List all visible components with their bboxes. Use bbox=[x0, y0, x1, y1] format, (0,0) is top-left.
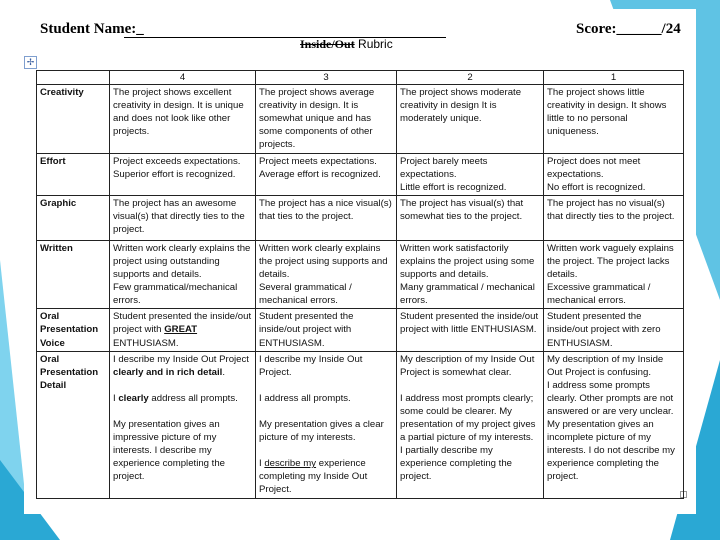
cell-line: I address all prompts. bbox=[259, 392, 351, 404]
table-row-creativity bbox=[37, 85, 684, 153]
cell-line: Excessive grammatical / mechanical errors. bbox=[547, 282, 651, 307]
table-header-row bbox=[37, 71, 684, 85]
table-cell: The project shows average creativity in design. It is somewhat unique and has some components of other projects. bbox=[256, 85, 397, 153]
table-cell: The project has visual(s) that somewhat ties to the project. bbox=[397, 195, 544, 240]
table-cell: The project shows excellent creativity in design. It is unique and does not look like other projects. bbox=[110, 85, 256, 153]
table-row-effort bbox=[37, 153, 684, 195]
table-cell bbox=[110, 351, 256, 498]
cell-text: experience completing my Inside Out Project. bbox=[259, 458, 368, 496]
table-cell bbox=[397, 240, 544, 308]
student-name-label: Student Name:_ bbox=[40, 21, 144, 37]
rubric-title-part1: Inside/Out bbox=[300, 37, 355, 51]
cell-emphasis: clearly bbox=[118, 392, 149, 404]
rubric-table bbox=[36, 70, 684, 499]
cell-text: Student presented the inside/out project with bbox=[113, 311, 252, 336]
table-cell bbox=[397, 153, 544, 195]
student-name-line bbox=[124, 37, 446, 38]
table-cell bbox=[256, 240, 397, 308]
table-cell: The project shows moderate creativity in design It is moderately unique. bbox=[397, 85, 544, 153]
table-row-oral-voice bbox=[37, 309, 684, 351]
table-cell bbox=[397, 351, 544, 498]
cell-line: Written work vaguely explains the project. The project lacks details. bbox=[547, 242, 674, 281]
cell-text: ENTHUSIASM. bbox=[113, 337, 179, 349]
table-cell: The project has no visual(s) that directly ties to the project. bbox=[544, 195, 684, 240]
cell-line bbox=[113, 353, 252, 379]
cell-line: My description of my Inside Out Project is somewhat clear. bbox=[400, 353, 535, 378]
rubric-title-part2: Rubric bbox=[354, 37, 393, 51]
table-row-oral-detail bbox=[37, 351, 684, 498]
cell-line: Few grammatical/mechanical errors. bbox=[113, 282, 238, 307]
column-header: 4 bbox=[110, 71, 256, 85]
table-row-written bbox=[37, 240, 684, 308]
cell-emphasis: clearly and in rich detail bbox=[113, 366, 223, 378]
cell-line: Many grammatical / mechanical errors. bbox=[400, 282, 535, 307]
table-cell: The project has a nice visual(s) that ties to the project. bbox=[256, 195, 397, 240]
cell-line bbox=[113, 392, 252, 405]
table-cell: Student presented the inside/out project with little ENTHUSIASM. bbox=[397, 309, 544, 351]
criterion-label bbox=[37, 351, 110, 498]
criterion-label: Effort bbox=[37, 153, 110, 195]
cell-spacer bbox=[113, 379, 252, 392]
score-label: Score:______/24 bbox=[576, 21, 681, 37]
table-cell bbox=[544, 240, 684, 308]
column-header: 1 bbox=[544, 71, 684, 85]
table-cell: Student presented the inside/out project with zero ENTHUSIASM. bbox=[544, 309, 684, 351]
cell-text: . bbox=[222, 366, 225, 378]
cell-line: I describe my Inside Out Project. bbox=[259, 353, 363, 378]
cell-text: I describe my Inside Out Project bbox=[113, 353, 249, 365]
cell-line: Written work clearly explains the project using supports and details. bbox=[259, 242, 388, 281]
cell-spacer bbox=[113, 405, 252, 418]
column-header: 2 bbox=[397, 71, 544, 85]
cell-line: I partially describe my experience completing the project. bbox=[400, 445, 512, 483]
criterion-label-line: Voice bbox=[40, 337, 65, 349]
column-header bbox=[37, 71, 110, 85]
criterion-label-line: Oral bbox=[40, 311, 60, 323]
criterion-label-line: Presentation bbox=[40, 324, 99, 336]
table-cell: The project has an awesome visual(s) that directly ties to the project. bbox=[110, 195, 256, 240]
table-cell: The project shows little creativity in design. It shows little to no personal uniqueness. bbox=[544, 85, 684, 153]
cell-line: Project does not meet expectations. bbox=[547, 155, 641, 180]
cell-spacer bbox=[259, 444, 393, 457]
cell-line: I address most prompts clearly; some could be clearer. My presentation of my project gives a partial picture of my interests. bbox=[400, 392, 536, 444]
table-cell bbox=[544, 153, 684, 195]
cell-underlined: describe my bbox=[264, 458, 317, 470]
criterion-label-line: Detail bbox=[40, 379, 67, 391]
cell-text: I bbox=[113, 392, 119, 404]
cell-line bbox=[259, 457, 393, 496]
table-cell bbox=[256, 351, 397, 498]
table-cell: Project exceeds expectations. Superior effort is recognized. bbox=[110, 153, 256, 195]
cell-text: I bbox=[259, 458, 265, 470]
cell-line: My presentation gives an incomplete picture of my interests. I do not describe my experience completing the project. bbox=[547, 419, 675, 483]
cell-line: I address some prompts clearly. Other prompts are not answered or are very unclear. bbox=[547, 379, 674, 417]
cell-line: Little effort is recognized. bbox=[400, 181, 507, 193]
table-cell: Project meets expectations. Average effort is recognized. bbox=[256, 153, 397, 195]
cell-line: Several grammatical / mechanical errors. bbox=[259, 282, 352, 307]
cell-line: My description of my Inside Out Project is confusing. bbox=[547, 353, 664, 378]
cell-line: No effort is recognized. bbox=[547, 181, 646, 193]
cell-line: My presentation gives an impressive picture of my interests. I describe my experience completing the project. bbox=[113, 418, 225, 483]
table-cell bbox=[110, 309, 256, 351]
cell-line: Project barely meets expectations. bbox=[400, 155, 488, 180]
criterion-label-line: Oral bbox=[40, 353, 60, 365]
move-handle-icon[interactable]: ✢ bbox=[24, 56, 37, 69]
cell-line: My presentation gives a clear picture of my interests. bbox=[259, 418, 384, 443]
table-cell bbox=[544, 351, 684, 498]
column-header: 3 bbox=[256, 71, 397, 85]
table-cell: Student presented the inside/out project with ENTHUSIASM. bbox=[256, 309, 397, 351]
rubric-title bbox=[300, 37, 393, 52]
table-cell bbox=[110, 240, 256, 308]
cell-text: address all prompts. bbox=[148, 392, 238, 404]
criterion-label: Graphic bbox=[37, 195, 110, 240]
criterion-label: Creativity bbox=[37, 85, 110, 153]
cell-line: Written work clearly explains the project using outstanding supports and details. bbox=[113, 242, 251, 281]
cell-emphasis: GREAT bbox=[164, 324, 198, 336]
cell-spacer bbox=[400, 379, 540, 392]
cell-spacer bbox=[259, 379, 393, 392]
criterion-label bbox=[37, 309, 110, 351]
criterion-label-line: Presentation bbox=[40, 366, 99, 378]
table-row-graphic bbox=[37, 195, 684, 240]
criterion-label: Written bbox=[37, 240, 110, 308]
cell-spacer bbox=[259, 405, 393, 418]
cell-line: Written work satisfactorily explains the project using some supports and details. bbox=[400, 242, 535, 281]
rubric-document bbox=[24, 9, 696, 514]
